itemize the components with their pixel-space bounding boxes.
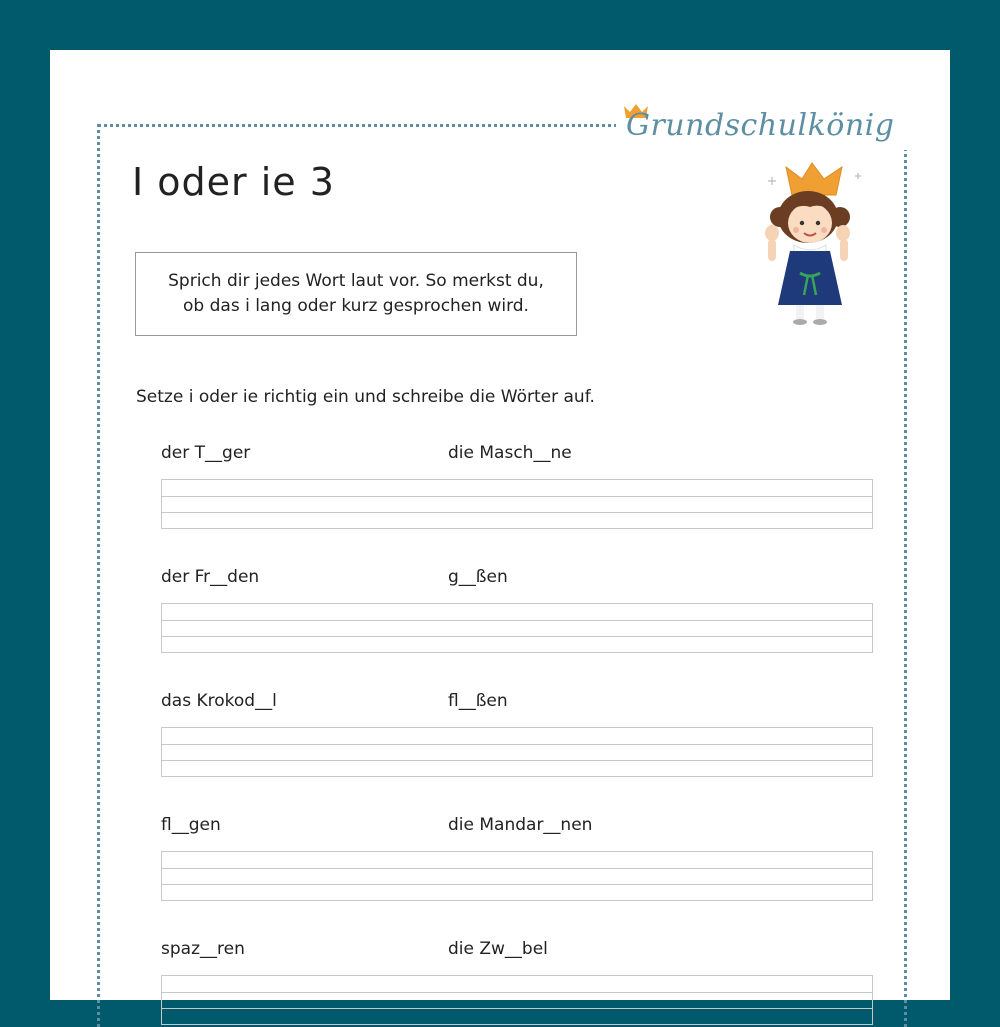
girl-illustration xyxy=(750,155,865,330)
girl-crown-icon xyxy=(786,163,842,195)
writing-lines[interactable] xyxy=(161,603,873,653)
tip-line-2: ob das i lang oder kurz gesprochen wird. xyxy=(183,296,529,316)
tip-line-1: Sprich dir jedes Wort laut vor. So merkst du, xyxy=(168,271,544,291)
word-right: die Zw__bel xyxy=(448,939,548,959)
brand-name: Grundschulkönig xyxy=(626,108,895,143)
worksheet-page xyxy=(50,50,950,1000)
word-left: der T__ger xyxy=(161,443,251,463)
word-right: fl__ßen xyxy=(448,691,508,711)
word-left: der Fr__den xyxy=(161,567,260,587)
word-left: das Krokod__l xyxy=(161,691,277,711)
word-left: spaz__ren xyxy=(161,939,245,959)
writing-lines[interactable] xyxy=(161,727,873,777)
tip-box xyxy=(135,252,577,336)
writing-lines[interactable] xyxy=(161,975,873,1025)
word-left: fl__gen xyxy=(161,815,221,835)
writing-lines[interactable] xyxy=(161,851,873,901)
writing-lines[interactable] xyxy=(161,479,873,529)
page-title: I oder ie 3 xyxy=(132,160,335,204)
word-right: die Mandar__nen xyxy=(448,815,593,835)
instruction-text: Setze i oder ie richtig ein und schreibe die Wörter auf. xyxy=(136,387,595,407)
brand-logo xyxy=(616,102,916,150)
word-right: die Masch__ne xyxy=(448,443,572,463)
word-right: g__ßen xyxy=(448,567,508,587)
